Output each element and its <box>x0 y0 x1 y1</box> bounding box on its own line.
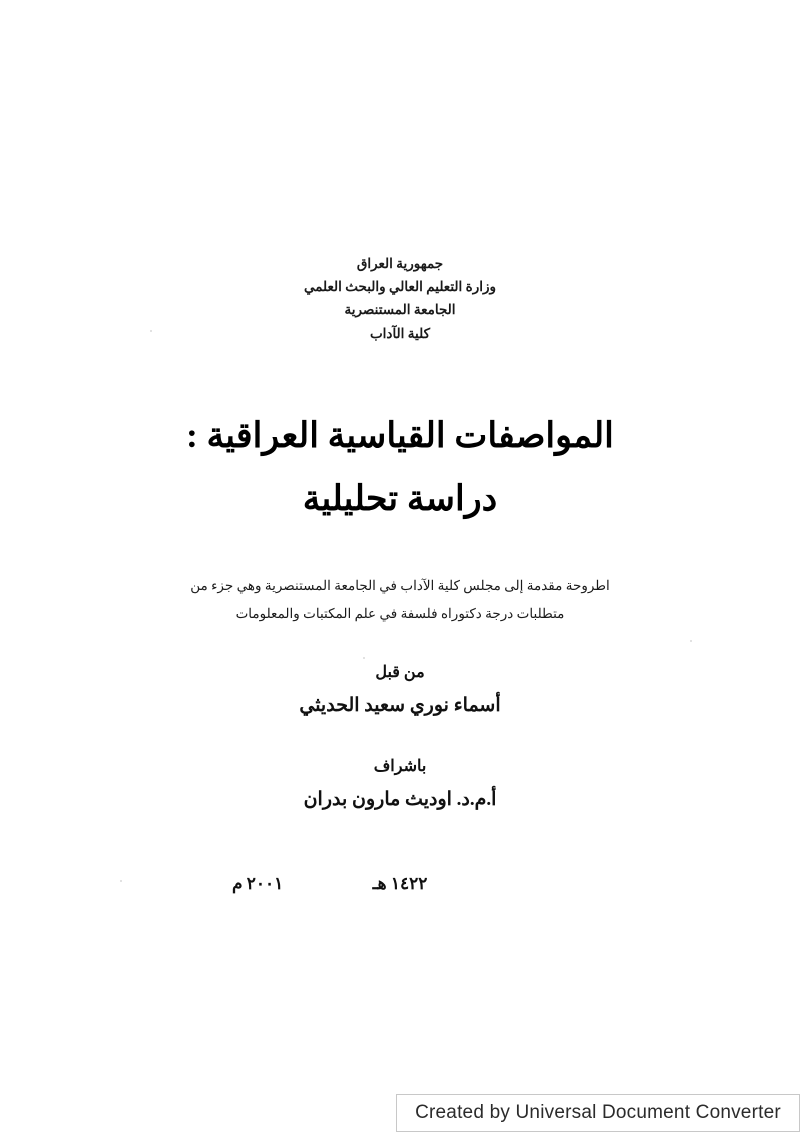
date-gregorian: ٢٠٠١ م <box>232 874 284 893</box>
watermark-text: Created by Universal Document Converter <box>415 1102 781 1123</box>
author-by-label: من قبل <box>375 664 425 681</box>
author-name: أسماء نوري سعيد الحديثي <box>299 695 501 716</box>
date-hijri: ١٤٢٢ هـ <box>372 874 428 893</box>
watermark-banner <box>396 1094 800 1132</box>
institution-line-college: كلية الآداب <box>369 325 431 341</box>
author-section <box>0 662 800 717</box>
institution-line-university: الجامعة المستنصرية <box>344 302 456 318</box>
supervisor-section <box>0 756 800 811</box>
title-line-secondary: دراسة تحليلية <box>302 479 498 519</box>
date-section <box>0 874 800 904</box>
supervisor-name: أ.م.د. اوديث مارون بدران <box>303 789 497 810</box>
institution-header <box>0 252 800 345</box>
scan-speckle <box>363 657 365 659</box>
title-line-primary: المواصفات القياسية العراقية : <box>186 416 614 455</box>
submission-note <box>0 572 800 627</box>
scan-speckle <box>690 640 692 642</box>
submission-line-1: اطروحة مقدمة إلى مجلس كلية الآداب في الجامعة المستنصرية وهي جزء من <box>190 578 610 593</box>
submission-line-2: متطلبات درجة دكتوراه فلسفة في علم المكتبات والمعلومات <box>235 605 565 621</box>
institution-line-country: جمهورية العراق <box>356 256 444 271</box>
supervisor-label: باشراف <box>373 758 427 775</box>
institution-line-ministry: وزارة التعليم العالي والبحث العلمي <box>303 279 497 295</box>
page-title <box>0 412 800 523</box>
